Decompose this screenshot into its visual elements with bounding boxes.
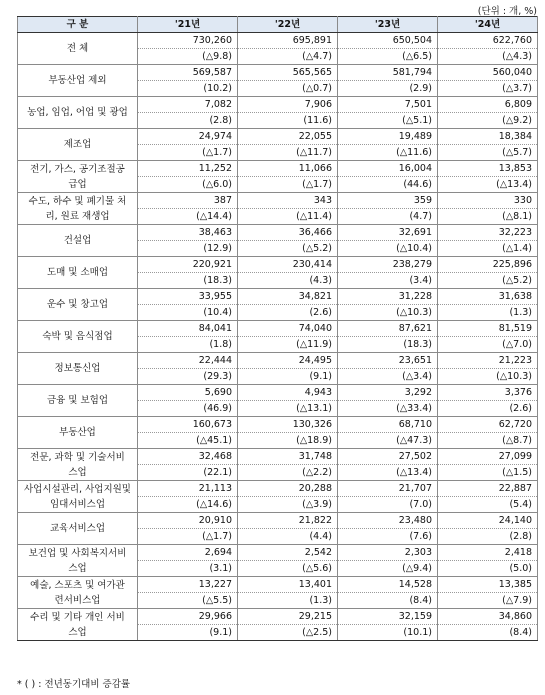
table-row (18, 481, 538, 497)
change-rate-cell: (△11.9) (238, 337, 338, 353)
count-cell: 220,921 (138, 257, 238, 273)
change-rate-cell: (△13.4) (338, 465, 438, 481)
change-rate-cell: (△33.4) (338, 401, 438, 417)
table-row (18, 65, 538, 81)
change-rate-cell: (△1.5) (438, 465, 538, 481)
count-cell: 23,651 (338, 353, 438, 369)
count-cell: 2,542 (238, 545, 338, 561)
count-cell: 13,853 (438, 161, 538, 177)
change-rate-cell: (22.1) (138, 465, 238, 481)
table-row (18, 513, 538, 529)
change-rate-cell: (△1.7) (138, 145, 238, 161)
change-rate-cell: (2.6) (238, 305, 338, 321)
count-cell: 13,385 (438, 577, 538, 593)
change-rate-cell: (△8.7) (438, 433, 538, 449)
change-rate-cell: (△5.5) (138, 593, 238, 609)
count-cell: 20,288 (238, 481, 338, 497)
change-rate-cell: (△18.9) (238, 433, 338, 449)
row-label: 교육서비스업 (18, 513, 138, 545)
count-cell: 87,621 (338, 321, 438, 337)
change-rate-cell: (△5.7) (438, 145, 538, 161)
table-header-row (18, 17, 538, 33)
change-rate-cell: (5.4) (438, 497, 538, 513)
change-rate-cell: (46.9) (138, 401, 238, 417)
change-rate-cell: (△4.7) (238, 49, 338, 65)
change-rate-cell: (11.6) (238, 113, 338, 129)
count-cell: 38,463 (138, 225, 238, 241)
table-row (18, 609, 538, 625)
header-2024: '24년 (438, 17, 538, 33)
count-cell: 130,326 (238, 417, 338, 433)
count-cell: 32,468 (138, 449, 238, 465)
change-rate-cell: (△9.8) (138, 49, 238, 65)
change-rate-cell: (△7.0) (438, 337, 538, 353)
row-label: 부동산업 제외 (18, 65, 138, 97)
change-rate-cell: (△45.1) (138, 433, 238, 449)
change-rate-cell: (9.1) (238, 369, 338, 385)
change-rate-cell: (△3.4) (338, 369, 438, 385)
table-row (18, 225, 538, 241)
change-rate-cell: (2.8) (138, 113, 238, 129)
change-rate-cell: (△2.2) (238, 465, 338, 481)
count-cell: 29,215 (238, 609, 338, 625)
count-cell: 24,140 (438, 513, 538, 529)
change-rate-cell: (△10.3) (338, 305, 438, 321)
count-cell: 343 (238, 193, 338, 209)
change-rate-cell: (△11.4) (238, 209, 338, 225)
change-rate-cell: (44.6) (338, 177, 438, 193)
change-rate-cell: (△14.4) (138, 209, 238, 225)
change-rate-cell: (△9.4) (338, 561, 438, 577)
table-row (18, 545, 538, 561)
change-rate-cell: (3.4) (338, 273, 438, 289)
count-cell: 27,099 (438, 449, 538, 465)
change-rate-cell: (△1.7) (238, 177, 338, 193)
change-rate-cell: (△5.1) (338, 113, 438, 129)
count-cell: 21,707 (338, 481, 438, 497)
change-rate-cell: (△3.9) (238, 497, 338, 513)
change-rate-cell: (△10.3) (438, 369, 538, 385)
change-rate-cell: (18.3) (338, 337, 438, 353)
count-cell: 569,587 (138, 65, 238, 81)
count-cell: 19,489 (338, 129, 438, 145)
change-rate-cell: (18.3) (138, 273, 238, 289)
count-cell: 22,055 (238, 129, 338, 145)
change-rate-cell: (△8.1) (438, 209, 538, 225)
count-cell: 3,376 (438, 385, 538, 401)
change-rate-cell: (△47.3) (338, 433, 438, 449)
count-cell: 32,159 (338, 609, 438, 625)
count-cell: 225,896 (438, 257, 538, 273)
count-cell: 330 (438, 193, 538, 209)
table-body (18, 33, 538, 641)
change-rate-cell: (1.3) (238, 593, 338, 609)
count-cell: 560,040 (438, 65, 538, 81)
count-cell: 31,638 (438, 289, 538, 305)
change-rate-cell: (△1.4) (438, 241, 538, 257)
change-rate-cell: (△9.2) (438, 113, 538, 129)
row-label: 사업시설관리, 사업지원및 임대서비스업 (18, 481, 138, 513)
count-cell: 18,384 (438, 129, 538, 145)
count-cell: 581,794 (338, 65, 438, 81)
statistics-table (17, 16, 538, 641)
count-cell: 62,720 (438, 417, 538, 433)
count-cell: 387 (138, 193, 238, 209)
change-rate-cell: (10.2) (138, 81, 238, 97)
table-row (18, 321, 538, 337)
table-row (18, 417, 538, 433)
change-rate-cell: (△6.0) (138, 177, 238, 193)
count-cell: 16,004 (338, 161, 438, 177)
row-label: 전문, 과학 및 기술서비 스업 (18, 449, 138, 481)
change-rate-cell: (9.1) (138, 625, 238, 641)
change-rate-cell: (△11.6) (338, 145, 438, 161)
count-cell: 4,943 (238, 385, 338, 401)
count-cell: 695,891 (238, 33, 338, 49)
table-row (18, 289, 538, 305)
count-cell: 5,690 (138, 385, 238, 401)
count-cell: 32,223 (438, 225, 538, 241)
table-row (18, 97, 538, 113)
count-cell: 29,966 (138, 609, 238, 625)
table-row (18, 161, 538, 177)
count-cell: 160,673 (138, 417, 238, 433)
count-cell: 31,748 (238, 449, 338, 465)
count-cell: 24,974 (138, 129, 238, 145)
table-row (18, 33, 538, 49)
count-cell: 20,910 (138, 513, 238, 529)
count-cell: 36,466 (238, 225, 338, 241)
change-rate-cell: (4.3) (238, 273, 338, 289)
change-rate-cell: (12.9) (138, 241, 238, 257)
row-label: 수리 및 기타 개인 서비 스업 (18, 609, 138, 641)
count-cell: 23,480 (338, 513, 438, 529)
count-cell: 21,822 (238, 513, 338, 529)
change-rate-cell: (5.0) (438, 561, 538, 577)
row-label: 전기, 가스, 공기조절공 급업 (18, 161, 138, 193)
change-rate-cell: (2.9) (338, 81, 438, 97)
count-cell: 13,227 (138, 577, 238, 593)
change-rate-cell: (△4.3) (438, 49, 538, 65)
change-rate-cell: (29.3) (138, 369, 238, 385)
unit-note: (단위 : 개, %) (477, 6, 537, 17)
row-label: 도매 및 소매업 (18, 257, 138, 289)
count-cell: 2,418 (438, 545, 538, 561)
table-row (18, 193, 538, 209)
header-2021: '21년 (138, 17, 238, 33)
count-cell: 34,860 (438, 609, 538, 625)
count-cell: 7,501 (338, 97, 438, 113)
count-cell: 2,694 (138, 545, 238, 561)
change-rate-cell: (△7.9) (438, 593, 538, 609)
count-cell: 21,113 (138, 481, 238, 497)
footnote: * ( ) : 전년동기대비 증감률 (17, 679, 131, 690)
row-label: 금융 및 보험업 (18, 385, 138, 417)
count-cell: 21,223 (438, 353, 538, 369)
count-cell: 230,414 (238, 257, 338, 273)
count-cell: 238,279 (338, 257, 438, 273)
header-2022: '22년 (238, 17, 338, 33)
table-row (18, 257, 538, 273)
change-rate-cell: (3.1) (138, 561, 238, 577)
count-cell: 730,260 (138, 33, 238, 49)
count-cell: 74,040 (238, 321, 338, 337)
row-label: 전 체 (18, 33, 138, 65)
header-category: 구 분 (18, 17, 138, 33)
change-rate-cell: (△13.4) (438, 177, 538, 193)
count-cell: 27,502 (338, 449, 438, 465)
count-cell: 22,444 (138, 353, 238, 369)
change-rate-cell: (△10.4) (338, 241, 438, 257)
count-cell: 11,066 (238, 161, 338, 177)
change-rate-cell: (△11.7) (238, 145, 338, 161)
count-cell: 565,565 (238, 65, 338, 81)
count-cell: 7,082 (138, 97, 238, 113)
count-cell: 14,528 (338, 577, 438, 593)
change-rate-cell: (△3.7) (438, 81, 538, 97)
change-rate-cell: (△5.2) (238, 241, 338, 257)
count-cell: 34,821 (238, 289, 338, 305)
row-label: 운수 및 창고업 (18, 289, 138, 321)
change-rate-cell: (△2.5) (238, 625, 338, 641)
count-cell: 24,495 (238, 353, 338, 369)
count-cell: 31,228 (338, 289, 438, 305)
count-cell: 22,887 (438, 481, 538, 497)
row-label: 수도, 하수 및 폐기물 처 리, 원료 재생업 (18, 193, 138, 225)
change-rate-cell: (△1.7) (138, 529, 238, 545)
change-rate-cell: (2.8) (438, 529, 538, 545)
count-cell: 11,252 (138, 161, 238, 177)
count-cell: 84,041 (138, 321, 238, 337)
change-rate-cell: (10.1) (338, 625, 438, 641)
count-cell: 3,292 (338, 385, 438, 401)
change-rate-cell: (8.4) (438, 625, 538, 641)
row-label: 제조업 (18, 129, 138, 161)
table-row (18, 385, 538, 401)
count-cell: 68,710 (338, 417, 438, 433)
change-rate-cell: (1.8) (138, 337, 238, 353)
change-rate-cell: (8.4) (338, 593, 438, 609)
change-rate-cell: (△6.5) (338, 49, 438, 65)
count-cell: 2,303 (338, 545, 438, 561)
header-2023: '23년 (338, 17, 438, 33)
row-label: 정보통신업 (18, 353, 138, 385)
count-cell: 81,519 (438, 321, 538, 337)
row-label: 농업, 임업, 어업 및 광업 (18, 97, 138, 129)
count-cell: 7,906 (238, 97, 338, 113)
count-cell: 359 (338, 193, 438, 209)
change-rate-cell: (△13.1) (238, 401, 338, 417)
change-rate-cell: (1.3) (438, 305, 538, 321)
row-label: 건설업 (18, 225, 138, 257)
table-row (18, 577, 538, 593)
count-cell: 6,809 (438, 97, 538, 113)
row-label: 예술, 스포츠 및 여가관 련서비스업 (18, 577, 138, 609)
change-rate-cell: (7.6) (338, 529, 438, 545)
count-cell: 32,691 (338, 225, 438, 241)
change-rate-cell: (4.4) (238, 529, 338, 545)
row-label: 숙박 및 음식점업 (18, 321, 138, 353)
change-rate-cell: (△0.7) (238, 81, 338, 97)
change-rate-cell: (△5.2) (438, 273, 538, 289)
table-row (18, 129, 538, 145)
table-row (18, 449, 538, 465)
count-cell: 622,760 (438, 33, 538, 49)
change-rate-cell: (7.0) (338, 497, 438, 513)
table-row (18, 353, 538, 369)
change-rate-cell: (△5.6) (238, 561, 338, 577)
change-rate-cell: (△14.6) (138, 497, 238, 513)
row-label: 보건업 및 사회복지서비 스업 (18, 545, 138, 577)
count-cell: 13,401 (238, 577, 338, 593)
change-rate-cell: (2.6) (438, 401, 538, 417)
count-cell: 33,955 (138, 289, 238, 305)
row-label: 부동산업 (18, 417, 138, 449)
count-cell: 650,504 (338, 33, 438, 49)
change-rate-cell: (10.4) (138, 305, 238, 321)
change-rate-cell: (4.7) (338, 209, 438, 225)
